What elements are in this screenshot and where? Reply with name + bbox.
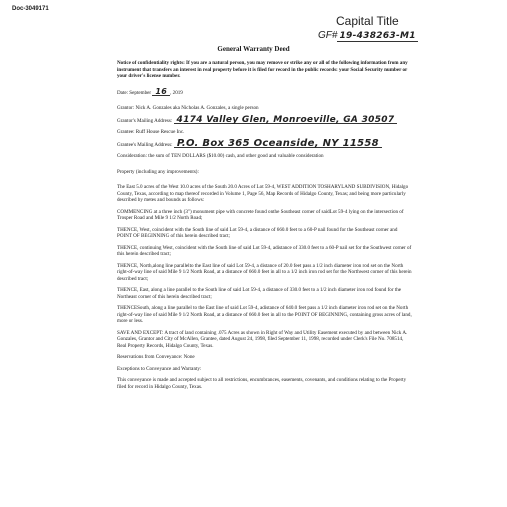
legal-description-south: THENCESouth, along a line parallel to the East line of said Lot 59-4, adistance of 640.0 feet pass a 1/2 inch diameter iron rod set on the North right-of-way line of said Mile 9 1/2 North Road, at a distance of 660.0 feet in all to the POINT OF BEGINNING, containing gross acres of land, more or less. xyxy=(117,305,412,324)
document-number: Doc-3049171 xyxy=(12,6,49,12)
gf-number-line xyxy=(318,30,418,41)
deed-body xyxy=(117,60,413,395)
legal-description-west-2: THENCE, continuing West, coincident with the South line of said Lot 59-4, adistance of 330.0 feet to a 60-P nail set for the Southwest corner of this herein described tract; xyxy=(117,244,412,257)
grantor-address-handwritten: 4174 Valley Glen, Monroeville, GA 30507 xyxy=(174,117,398,125)
grantee-address-row xyxy=(117,137,413,149)
legal-description-east: The East 5.0 acres of the West 10.0 acres of the South 20.0 Acres of Lot 59-4, WEST ADDITION TOSHARYLAND SUBDIVISION, Hidalgo County, Texas, according to map thereof recorded in Volume 1, Page 56, Map Records of Hidalgo County, Texas; and being more particularly described by metes and bounds as follows: xyxy=(117,184,409,203)
deed-title: General Warranty Deed xyxy=(217,45,290,53)
consideration: Consideration: the sum of TEN DOLLARS ($10.00) cash, and other good and valuable consideration xyxy=(117,153,324,159)
conveyance-clause: This conveyance is made and accepted subject to all restrictions, encumbrances, easements, covenants, and conditions relating to the Property filed for record in Hidalgo County, Texas. xyxy=(117,377,407,390)
exceptions-heading: Exceptions to Conveyance and Warranty: xyxy=(117,365,202,372)
save-and-except: SAVE AND EXCEPT: A tract of land containing .075 Acres as shown in Right of Way and Utility Easement executed by and between Nick A. Gonzales, Grantor and City of McAllen, Grantee, dated August 24, 1998, filed September 11, 1998, recorded under Clerk's File No. 708514, Real Property Records, Hidalgo County, Texas. xyxy=(117,329,408,349)
confidentiality-notice: Notice of confidentiality rights: If you are a natural person, you may remove or strike any or all of the following information from any instrument that transfers an interest in real property before it is filed for record in the public records: your Social Security number or your driver's license number. xyxy=(117,60,408,79)
date-day-handwritten: 16 xyxy=(152,89,170,97)
grantee-line: Grantee: Ruff House Rescue Inc. xyxy=(117,129,185,135)
legal-description-commencing: COMMENCING at a three inch (3") monument pipe with concrete found onthe Southeast corner of saidLot 59-4 lying on the intersection of Trosper Road and Mile 9 1/2 North Road; xyxy=(117,208,404,221)
grantee-address-label: Grantee's Mailing Address: xyxy=(117,141,173,148)
grantee-address-handwritten: P.O. Box 365 Oceanside, NY 11558 xyxy=(174,141,382,149)
date-label: Date: September xyxy=(117,89,152,96)
legal-description-east-2: THENCE, East, along a line parallel to the South line of said Lot 59-4, a distance of 330.0 feet to a 1/2 inch diameter iron rod found for the Northeast corner of this herein described tract; xyxy=(117,287,402,300)
date-year: , 2019 xyxy=(170,89,183,96)
gf-label: GF# xyxy=(318,30,338,41)
grantor-line: Grantor: Nick A. Gonzales aka Nicholas A. Gonzales, a single person xyxy=(117,105,259,111)
grantor-address-row xyxy=(117,114,413,125)
gf-number-handwritten: 19-438263-M1 xyxy=(339,31,416,41)
date-row xyxy=(117,86,413,97)
legal-description-north: THENCE, North,along line parallelto the East line of said Lot 59-4, a distance of 20.0 feet pass a 1/2 inch diameter iron rod set on the North right-of-way line of said Mile 9 1/2 North Road, at a distance of 660.0 feet in all to a 1/2 inch iron rod set for the Northwest corner of this herein described tract; xyxy=(117,262,412,282)
grantor-address-label: Grantor's Mailing Address: xyxy=(117,117,173,124)
capital-title-stamp: Capital Title xyxy=(336,14,399,28)
reservations: Reservations from Conveyance: None xyxy=(117,354,195,360)
legal-description-west-1: THENCE, West, coincident with the South line of said Lot 59-4, a distance of 660.0 feet to a 60-P nail found for the Southeast corner and POINT OF BEGINNING of this herein described tract; xyxy=(117,226,398,239)
property-heading: Property (including any improvements): xyxy=(117,168,199,175)
